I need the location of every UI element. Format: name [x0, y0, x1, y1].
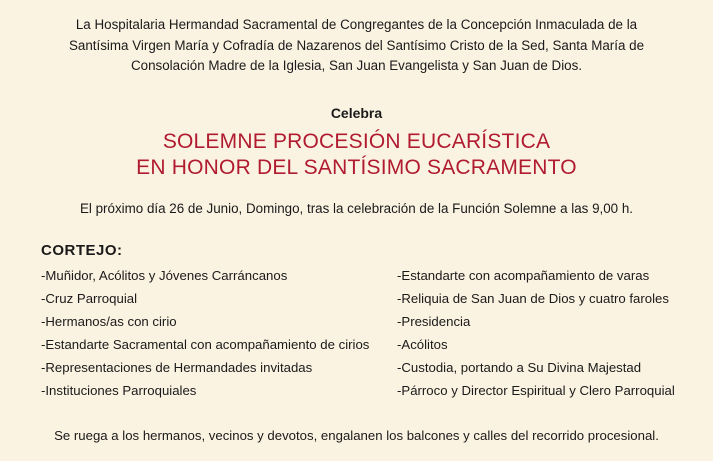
list-item: -Presidencia [397, 314, 471, 329]
closing-request: Se ruega a los hermanos, vecinos y devotos, engalanen los balcones y calles del recorrido procesional. [54, 428, 659, 443]
list-item: -Representaciones de Hermandades invitadas [41, 360, 313, 375]
intro-line-1: La Hospitalaria Hermandad Sacramental de Congregantes de la Concepción Inmaculada de la [75, 17, 638, 32]
list-item: -Estandarte con acompañamiento de varas [397, 268, 650, 283]
list-item: -Custodia, portando a Su Divina Majestad [397, 360, 642, 375]
list-item: -Párroco y Director Espiritual y Clero Parroquial [397, 383, 675, 398]
title-line-1: SOLEMNE PROCESIÓN EUCARÍSTICA [162, 130, 551, 153]
list-item: -Estandarte Sacramental con acompañamiento de cirios [41, 337, 370, 352]
cortejo-heading: CORTEJO: [41, 242, 123, 259]
celebra-label: Celebra [330, 105, 383, 121]
intro-line-3: Consolación Madre de la Iglesia, San Juan Evangelista y San Juan de Dios. [130, 58, 583, 73]
list-item: -Cruz Parroquial [41, 291, 138, 306]
list-item: -Reliquia de San Juan de Dios y cuatro faroles [397, 291, 669, 306]
intro-line-2: Santísima Virgen María y Cofradía de Nazarenos del Santísimo Cristo de la Sed, Santa María de [68, 37, 645, 53]
list-item: -Muñidor, Acólitos y Jóvenes Carráncanos [41, 268, 288, 283]
list-item: -Instituciones Parroquiales [41, 383, 197, 398]
brotherhood-intro [40, 15, 673, 77]
list-item: -Acólitos [397, 337, 448, 352]
event-date-line: El próximo día 26 de Junio, Domingo, tras la celebración de la Función Solemne a las 9,00 h. [79, 201, 634, 216]
list-item: -Hermanos/as con cirio [41, 314, 177, 329]
cortejo-left-list [41, 264, 369, 402]
cortejo-right-list [397, 264, 675, 402]
title-line-2: EN HONOR DEL SANTÍSIMO SACRAMENTO [136, 156, 577, 179]
event-title [0, 129, 713, 181]
